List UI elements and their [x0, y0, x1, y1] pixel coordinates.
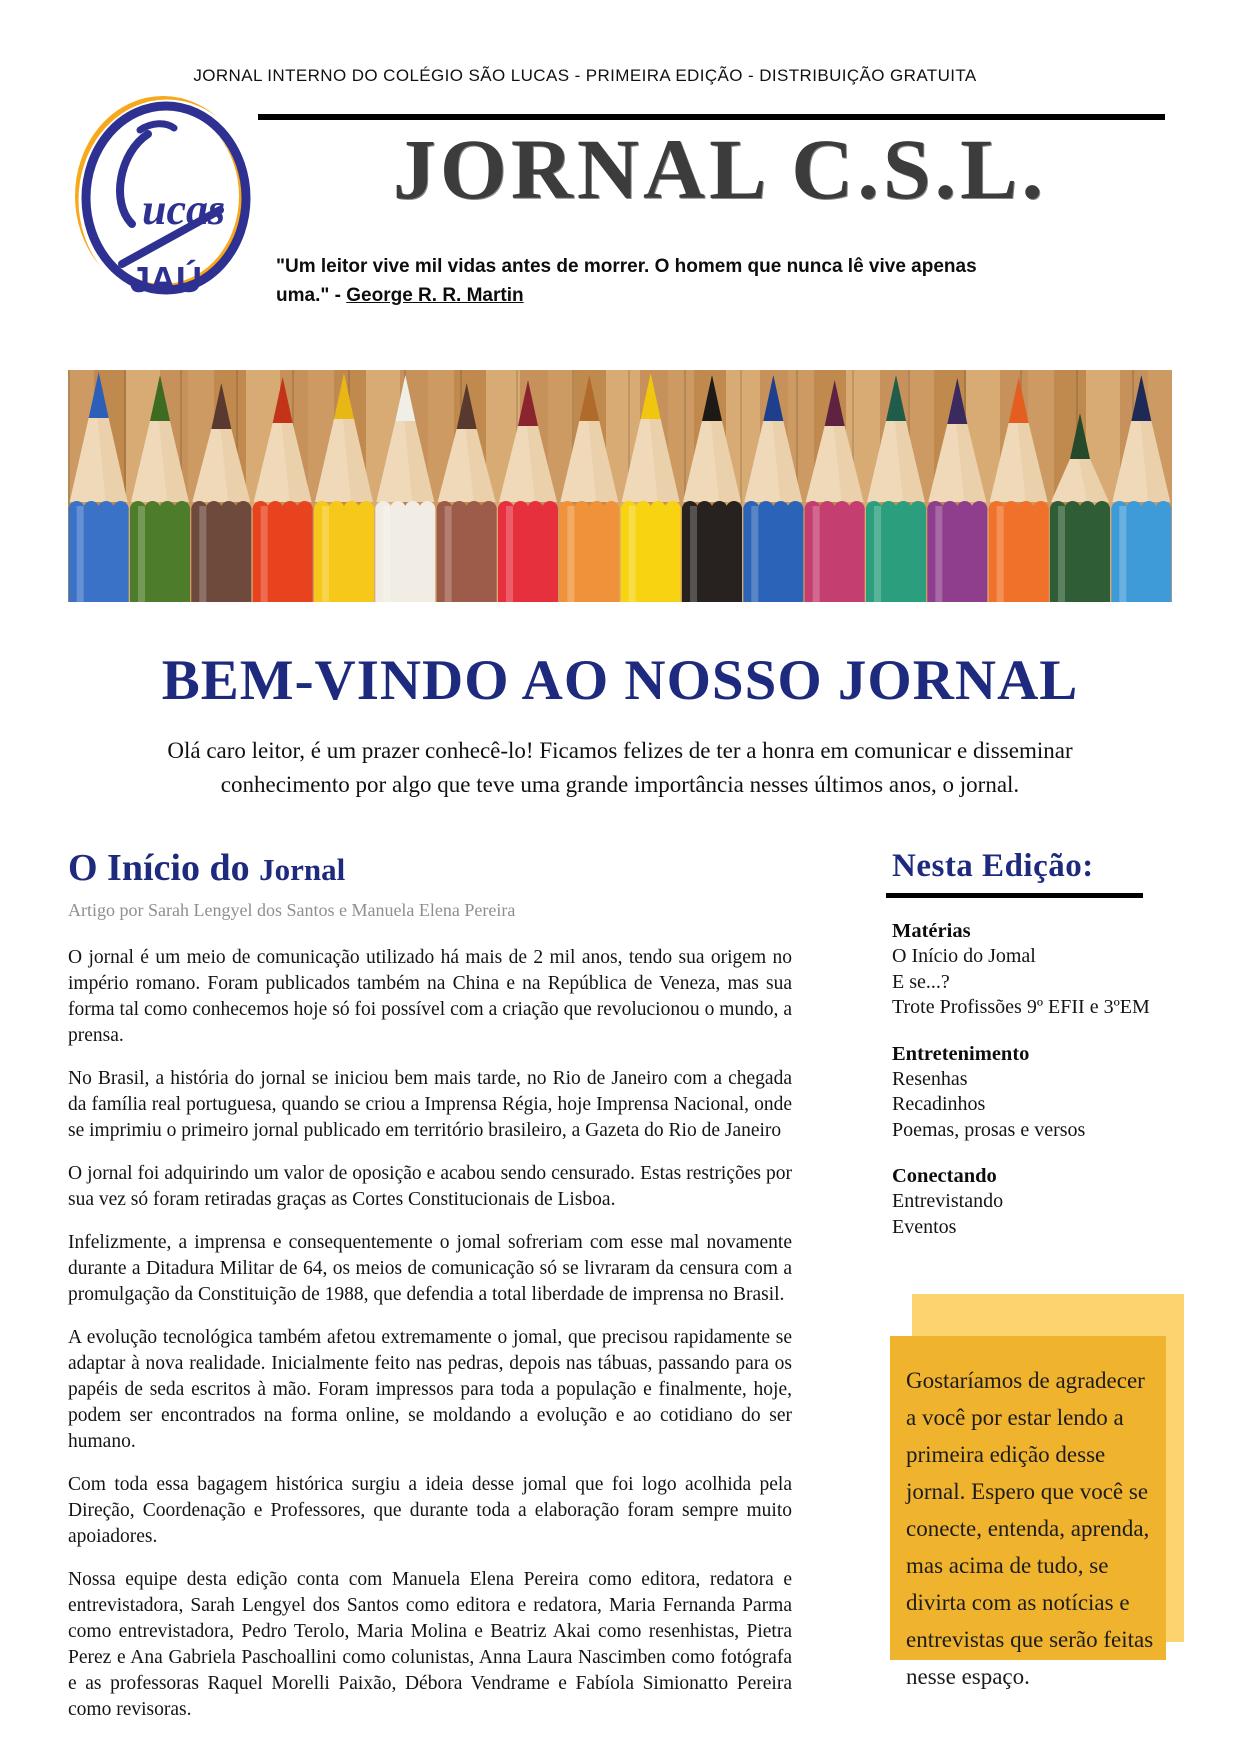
- hero-pencils-image: [68, 370, 1172, 602]
- sidebar-section-materias: [892, 918, 1184, 1021]
- sidebar-heading: Nesta Edição:: [892, 848, 1094, 884]
- article-paragraph: Com toda essa bagagem histórica surgiu a ideia desse jomal que foi logo acolhida pela Direção, Coordenação e Professores, que durante toda a elaboração foram sempre muito apoiadores.: [68, 1473, 792, 1547]
- quote-text: "Um leitor vive mil vidas antes de morrer. O homem que nunca lê vive apenas uma." -: [276, 256, 977, 306]
- article-title-main: O Início do: [68, 847, 260, 889]
- article-title-rest: Jornal: [259, 852, 346, 887]
- article-paragraph: O jornal foi adquirindo um valor de oposição e acabou sendo censurado. Estas restrições por sua vez só foram retiradas graças as Cortes Constitucionais de Lisboa.: [68, 1162, 792, 1210]
- reader-quote: [276, 252, 1016, 310]
- section-item: Trote Profissões 9º EFII e 3ºEM: [892, 996, 1150, 1018]
- article-column: [68, 848, 792, 1740]
- section-item: Eventos: [892, 1215, 957, 1238]
- article-paragraph: A evolução tecnológica também afetou extremamente o jomal, que precisou rapidamente se adaptar à nova realidade. Inicialmente feito nas pedras, depois nas tábuas, passando para os papéis de seda escritos à mão. Foram impressos para toda a população e finalmente, hoje, podem ser encontrados na forma online, se moldando a evolução e ao cotidiano do ser humano.: [68, 1326, 792, 1452]
- sidebar-section-entretenimento: [892, 1041, 1184, 1144]
- school-logo-graphic: [70, 92, 260, 307]
- section-item: Entrevistando: [892, 1190, 1004, 1212]
- quote-author: George R. R. Martin: [346, 285, 524, 306]
- section-item: Resenhas: [892, 1067, 968, 1090]
- section-item: E se...?: [892, 970, 950, 993]
- section-item: Recadinhos: [892, 1093, 986, 1115]
- article-byline: Artigo por Sarah Lengyel dos Santos e Manuela Elena Pereira: [68, 899, 516, 920]
- pencils-graphic: [68, 370, 1172, 602]
- thanks-note-text: Gostaríamos de agradecer a você por estar lendo a primeira edição desse jornal. Espero que você se conecte, entenda, aprenda, mas acima de tudo, se divirta com as notícias e entrevistas que serão feitas nesse espaço.: [906, 1368, 1154, 1689]
- article-paragraph: Infelizmente, a imprensa e consequentemente o jomal sofreriam com esse mal novamente durante a Ditadura Militar de 64, os meios de comunicação só se livraram da censura com a promulgação da Constituição de 1988, que defendia a total liberdade de imprensa no Brasil.: [68, 1231, 792, 1305]
- section-title: Matérias: [892, 920, 971, 942]
- welcome-heading: BEM-VINDO AO NOSSO JORNAL: [161, 649, 1079, 712]
- section-title: Entretenimento: [892, 1042, 1030, 1065]
- logo-city: JAÚ: [130, 259, 203, 300]
- article-paragraph: No Brasil, a história do jornal se iniciou bem mais tarde, no Rio de Janeiro com a chegada da família real portuguesa, quando se criou a Imprensa Régia, hoje Imprensa Nacional, onde se imprimiu o primeiro jornal publicado em território brasileiro, a Gazeta do Rio de Janeiro: [68, 1067, 792, 1141]
- sidebar-rule: [886, 893, 1143, 898]
- article-title: [68, 848, 792, 890]
- section-item: Poemas, prosas e versos: [892, 1118, 1086, 1141]
- sidebar-nesta-edicao: [892, 848, 1184, 1240]
- logo-swoosh-top: [140, 124, 174, 130]
- thanks-note: [890, 1336, 1166, 1689]
- masthead-text: JORNAL INTERNO DO COLÉGIO SÃO LUCAS - PRIMEIRA EDIÇÃO - DISTRIBUIÇÃO GRATUITA: [193, 66, 977, 85]
- article-paragraph: Nossa equipe desta edição conta com Manuela Elena Pereira como editora, redatora e entrevistadora, Sarah Lengyel dos Santos como editora e redatora, Maria Fernanda Parma como entrevistadora, Pedro Terolo, Maria Molina e Beatriz Akai como resenhistas, Pietra Perez e Ana Gabriela Paschoallini como colunistas, Anna Laura Nascimben como fotógrafa e as professoras Raquel Morelli Paixão, Débora Vendrame e Fabíola Simionatto Pereira como revisoras.: [68, 1568, 792, 1720]
- section-title: Conectando: [892, 1165, 997, 1187]
- school-logo: [70, 92, 260, 307]
- welcome-intro: Olá caro leitor, é um prazer conhecê-lo! Ficamos felizes de ter a honra em comunicar e disseminar conhecimento por algo que teve uma grande importância nesses últimos anos, o jornal.: [167, 738, 1073, 797]
- sidebar-section-conectando: [892, 1163, 1184, 1240]
- newspaper-title: JORNAL C.S.L.: [392, 121, 1048, 217]
- header-rule: [258, 114, 1165, 120]
- section-item: O Início do Jomal: [892, 945, 1036, 967]
- article-paragraph: O jornal é um meio de comunicação utilizado há mais de 2 mil anos, tendo sua origem no império romano. Foram publicados também na China e na República de Veneza, mas sua forma tal como conhecemos hoje só foi possível com a criação que revolucionou o mundo, a prensa.: [68, 946, 792, 1046]
- logo-script: ucas: [142, 185, 226, 234]
